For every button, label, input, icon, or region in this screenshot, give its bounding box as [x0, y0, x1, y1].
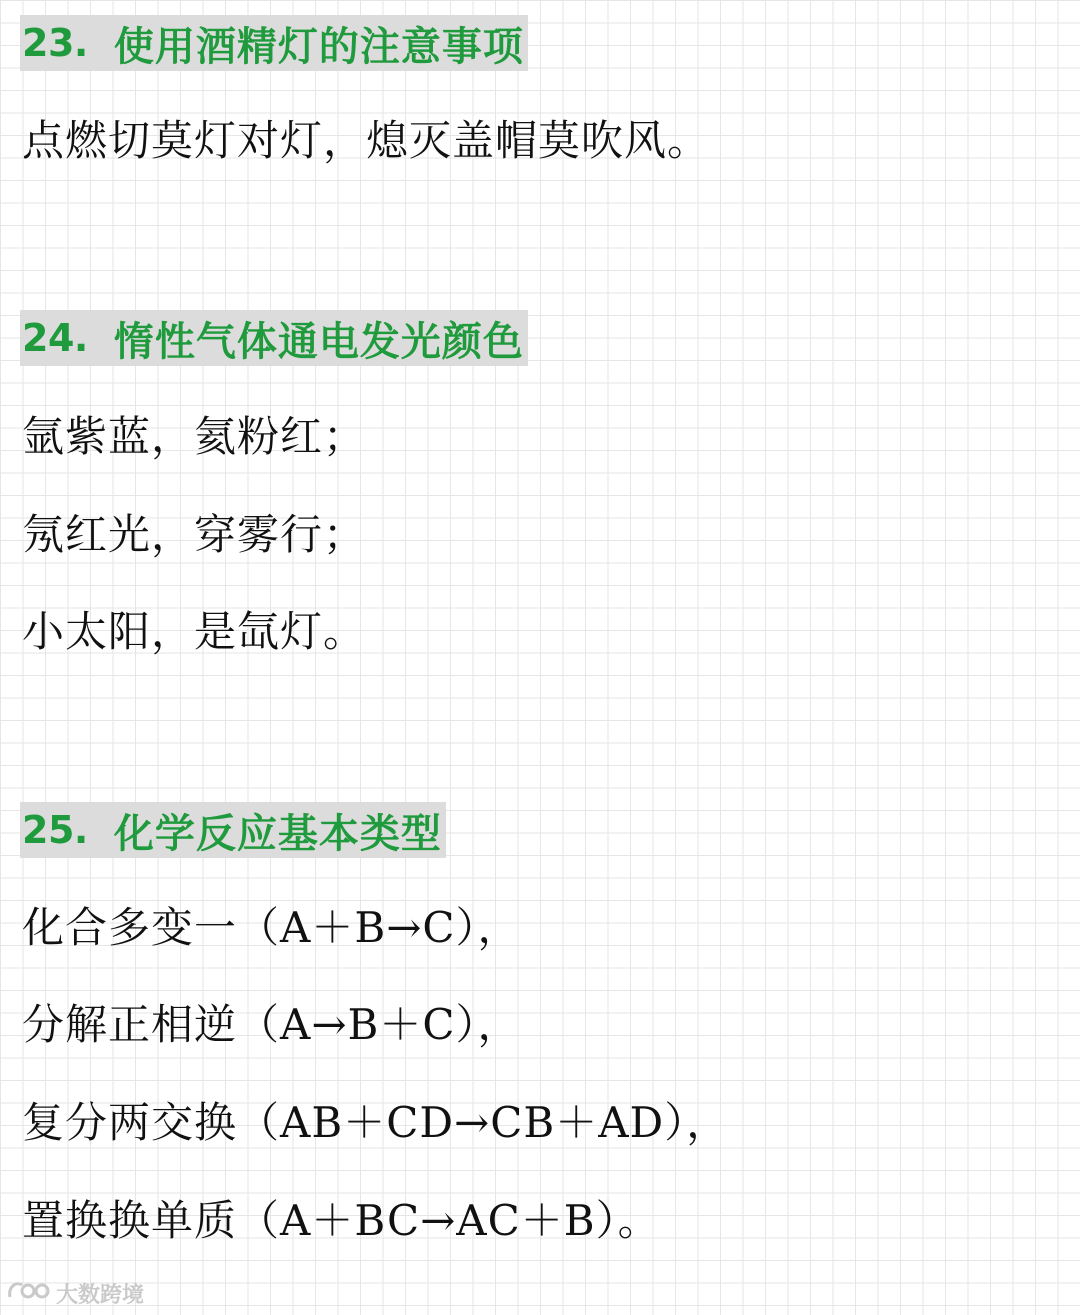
section-title: 化学反应基本类型 [113, 810, 442, 857]
section-heading-25 [20, 802, 446, 858]
text-line: 置换换单质（A＋BC→AC＋B）。 [22, 1196, 661, 1245]
watermark [6, 1277, 144, 1309]
watermark-text: 大数跨境 [56, 1282, 145, 1308]
section-number: 24. [22, 316, 88, 360]
section-heading-23 [20, 15, 528, 71]
text-line: 复分两交换（AB＋CD→CB＋AD）， [22, 1098, 730, 1147]
section-title: 使用酒精灯的注意事项 [113, 23, 524, 70]
text-line: 氩紫蓝，氦粉红； [22, 412, 367, 461]
section-title: 惰性气体通电发光颜色 [113, 318, 524, 365]
brand-logo-icon [6, 1277, 52, 1309]
text-line: 小太阳，是氙灯。 [22, 607, 367, 656]
text-line: 化合多变一（A＋B→C）， [22, 903, 521, 952]
section-number: 23. [22, 21, 88, 65]
text-line: 点燃切莫灯对灯，熄灭盖帽莫吹风。 [22, 116, 711, 165]
section-heading-24 [20, 310, 528, 366]
text-line: 氖红光，穿雾行； [22, 510, 367, 559]
section-number: 25. [22, 808, 88, 852]
text-line: 分解正相逆（A→B＋C）， [22, 1000, 521, 1049]
